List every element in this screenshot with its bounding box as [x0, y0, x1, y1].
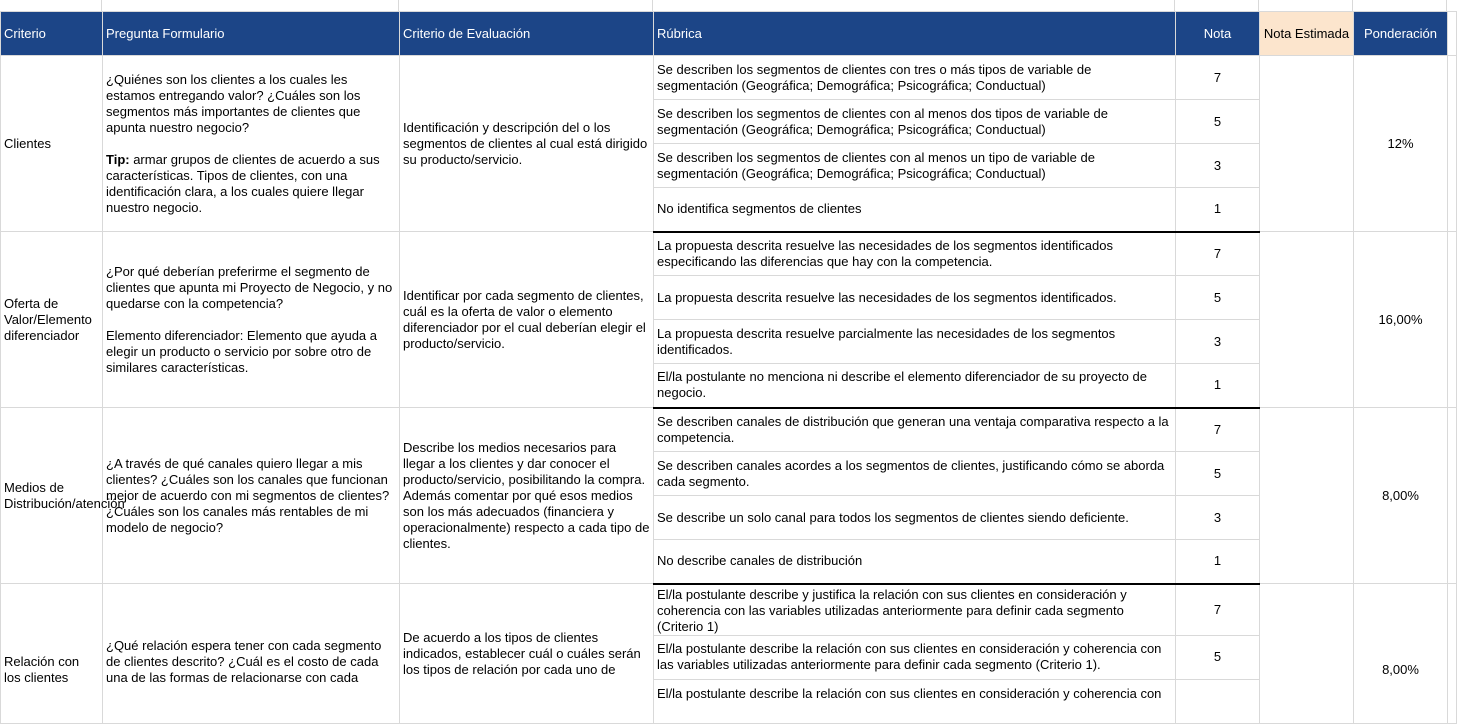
- nota-cell[interactable]: 5: [1176, 452, 1260, 496]
- header-ponderacion[interactable]: Ponderación: [1354, 12, 1448, 56]
- rubrica-cell[interactable]: Se describen los segmentos de clientes con tres o más tipos de variable de segmentación (Geográfica; Demográfica; Psicográfica; Conductual): [654, 56, 1176, 100]
- table-row: [1, 56, 1457, 100]
- rubrica-cell[interactable]: Se describen canales de distribución que generan una ventaja comparativa respecto a la competencia.: [654, 408, 1176, 452]
- evaluacion-cell[interactable]: De acuerdo a los tipos de clientes indicados, establecer cuál o cuáles serán los tipos de relación por cada uno de: [400, 584, 654, 724]
- header-criterio[interactable]: Criterio: [1, 12, 103, 56]
- criterio-cell[interactable]: Medios de Distribución/atención: [1, 408, 103, 584]
- nota-cell[interactable]: 3: [1176, 144, 1260, 188]
- nota-estimada-cell[interactable]: [1260, 232, 1354, 408]
- empty-cell[interactable]: [1175, 0, 1259, 11]
- rubrica-cell[interactable]: El/la postulante describe y justifica la relación con sus clientes en consideración y coherencia con las variables utilizadas anteriormente para definir cada segmento (Criterio 1): [654, 584, 1176, 636]
- tip-label: Tip:: [106, 151, 130, 167]
- table-row: [1, 408, 1457, 452]
- rubrica-cell[interactable]: Se describen canales acordes a los segmentos de clientes, justificando cómo se aborda cada segmento.: [654, 452, 1176, 496]
- rubrica-cell[interactable]: El/la postulante describe la relación con sus clientes en consideración y coherencia con: [654, 679, 1176, 723]
- nota-estimada-cell[interactable]: [1260, 408, 1354, 584]
- empty-cell[interactable]: [1353, 0, 1447, 11]
- header-nota-estimada[interactable]: Nota Estimada: [1260, 12, 1354, 56]
- rubrica-cell[interactable]: La propuesta descrita resuelve las necesidades de los segmentos identificados especificando las diferencias que hay con la competencia.: [654, 232, 1176, 276]
- nota-cell[interactable]: 7: [1176, 584, 1260, 636]
- header-rubrica[interactable]: Rúbrica: [654, 12, 1176, 56]
- nota-cell[interactable]: 5: [1176, 100, 1260, 144]
- nota-cell[interactable]: 5: [1176, 276, 1260, 320]
- nota-cell[interactable]: 7: [1176, 56, 1260, 100]
- evaluacion-cell[interactable]: Describe los medios necesarios para llegar a los clientes y dar conocer el producto/servicio, posibilitando la compra. Además comentar por qué esos medios son los más adecuados (financiera y operacionalmente) respecto a cada tipo de clientes.: [400, 408, 654, 584]
- nota-estimada-cell[interactable]: [1260, 56, 1354, 232]
- rubrica-cell[interactable]: El/la postulante no menciona ni describe el elemento diferenciador de su proyecto de negocio.: [654, 364, 1176, 408]
- table-row: [1, 584, 1457, 636]
- pregunta-cell[interactable]: ¿Por qué deberían preferirme el segmento de clientes que apunta mi Proyecto de Negocio, y no quedarse con la competencia? Elemento diferenciador: Elemento que ayuda a elegir un producto o servicio por sobre otro de similares características.: [103, 232, 400, 408]
- rubrica-cell[interactable]: La propuesta descrita resuelve parcialmente las necesidades de los segmentos identificados.: [654, 320, 1176, 364]
- criterio-cell[interactable]: Oferta de Valor/Elemento diferenciador: [1, 232, 103, 408]
- empty-cell[interactable]: [1448, 12, 1457, 56]
- empty-cell[interactable]: [1448, 408, 1457, 584]
- empty-cell[interactable]: [653, 0, 1175, 11]
- evaluacion-cell[interactable]: Identificar por cada segmento de clientes, cuál es la oferta de valor o elemento diferenciador por el cual deberían elegir el producto/servicio.: [400, 232, 654, 408]
- header-row: [1, 12, 1457, 56]
- header-pregunta[interactable]: Pregunta Formulario: [103, 12, 400, 56]
- empty-cell[interactable]: [0, 0, 102, 11]
- criterio-cell[interactable]: Relación con los clientes: [1, 584, 103, 724]
- nota-cell[interactable]: 1: [1176, 188, 1260, 232]
- empty-cell[interactable]: [102, 0, 399, 11]
- rubrica-cell[interactable]: No identifica segmentos de clientes: [654, 188, 1176, 232]
- rubrica-cell[interactable]: El/la postulante describe la relación con sus clientes en consideración y coherencia con las variables utilizadas anteriormente para definir cada segmento (Criterio 1).: [654, 635, 1176, 679]
- rubrica-cell[interactable]: Se describen los segmentos de clientes con al menos un tipo de variable de segmentación (Geográfica; Demográfica; Psicográfica; Conductual): [654, 144, 1176, 188]
- empty-cell[interactable]: [1259, 0, 1353, 11]
- nota-cell[interactable]: 7: [1176, 232, 1260, 276]
- pregunta-cell[interactable]: [103, 56, 400, 232]
- rubrica-cell[interactable]: No describe canales de distribución: [654, 540, 1176, 584]
- empty-cell[interactable]: [1448, 56, 1457, 232]
- pregunta-cell[interactable]: ¿A través de qué canales quiero llegar a mis clientes? ¿Cuáles son los canales que funcionan mejor de acuerdo con mi segmentos de clientes? ¿Cuáles son los canales más rentables de mi modelo de negocio?: [103, 408, 400, 584]
- rubrica-cell[interactable]: Se describe un solo canal para todos los segmentos de clientes siendo deficiente.: [654, 496, 1176, 540]
- table-row: [1, 232, 1457, 276]
- pregunta-text: ¿Quiénes son los clientes a los cuales les estamos entregando valor? ¿Cuáles son los segmentos más importantes de clientes que apunta nuestro negocio?: [106, 71, 361, 135]
- empty-cell[interactable]: [1448, 232, 1457, 408]
- ponderacion-cell[interactable]: 16,00%: [1354, 232, 1448, 408]
- empty-cell[interactable]: [1448, 584, 1457, 724]
- empty-cell[interactable]: [399, 0, 653, 11]
- nota-cell[interactable]: 3: [1176, 320, 1260, 364]
- ponderacion-cell[interactable]: 12%: [1354, 56, 1448, 232]
- header-evaluacion[interactable]: Criterio de Evaluación: [400, 12, 654, 56]
- nota-cell[interactable]: 3: [1176, 496, 1260, 540]
- tip-paragraph: [106, 152, 396, 216]
- evaluacion-cell[interactable]: Identificación y descripción del o los segmentos de clientes al cual está dirigido su producto/servicio.: [400, 56, 654, 232]
- nota-cell[interactable]: 1: [1176, 364, 1260, 408]
- pregunta-cell[interactable]: ¿Qué relación espera tener con cada segmento de clientes descrito? ¿Cuál es el costo de cada una de las formas de relacionarse con cada: [103, 584, 400, 724]
- tip-text: armar grupos de clientes de acuerdo a sus características. Tipos de clientes, con una identificación clara, a los cuales quiere llegar nuestro negocio.: [106, 151, 380, 215]
- nota-cell[interactable]: 7: [1176, 408, 1260, 452]
- nota-cell[interactable]: [1176, 679, 1260, 723]
- rubric-table: [0, 11, 1457, 724]
- nota-estimada-cell[interactable]: [1260, 584, 1354, 724]
- ponderacion-cell[interactable]: 8,00%: [1354, 584, 1448, 724]
- nota-cell[interactable]: 1: [1176, 540, 1260, 584]
- criterio-cell[interactable]: Clientes: [1, 56, 103, 232]
- rubrica-cell[interactable]: Se describen los segmentos de clientes con al menos dos tipos de variable de segmentación (Geográfica; Demográfica; Psicográfica; Conductual): [654, 100, 1176, 144]
- header-nota[interactable]: Nota: [1176, 12, 1260, 56]
- ponderacion-cell[interactable]: 8,00%: [1354, 408, 1448, 584]
- nota-cell[interactable]: 5: [1176, 635, 1260, 679]
- rubrica-cell[interactable]: La propuesta descrita resuelve las necesidades de los segmentos identificados.: [654, 276, 1176, 320]
